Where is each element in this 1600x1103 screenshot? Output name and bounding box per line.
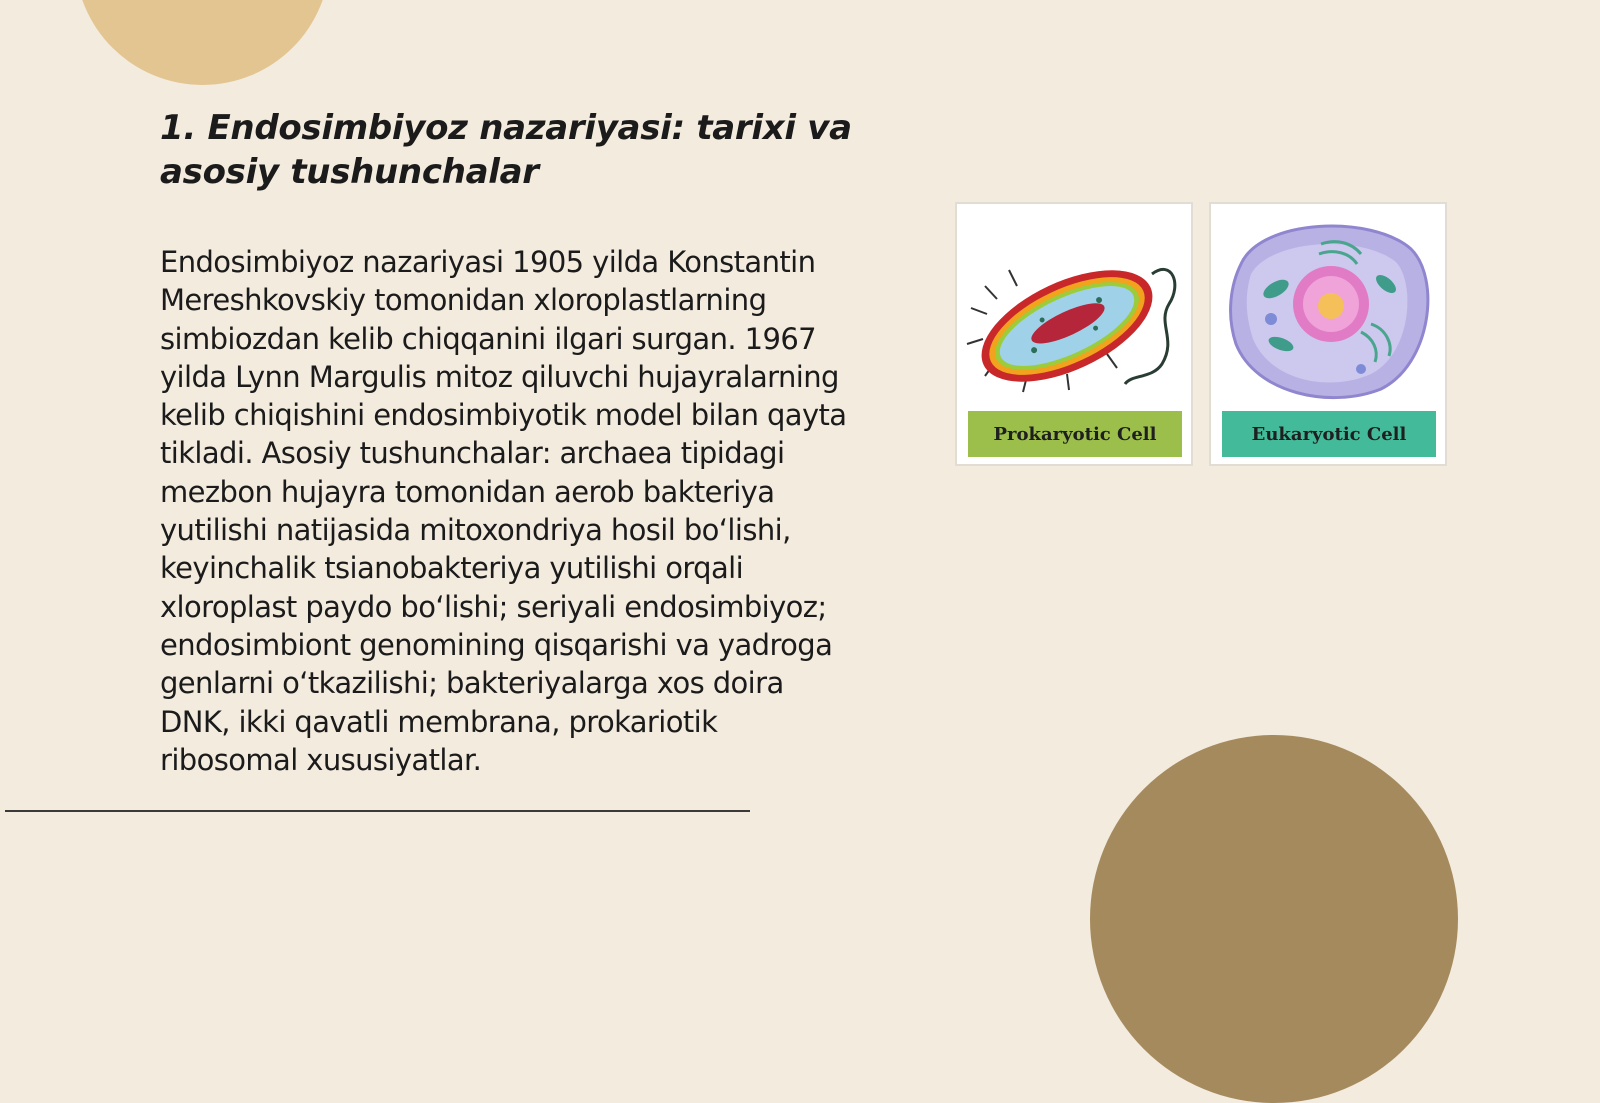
prokaryotic-cell-label: Prokaryotic Cell	[968, 411, 1182, 457]
divider-line	[5, 810, 750, 812]
eukaryotic-cell-label: Eukaryotic Cell	[1222, 411, 1436, 457]
slide-body-text: Endosimbiyoz nazariyasi 1905 yilda Konstantin Mereshkovskiy tomonidan xloroplastlarning simbiozdan kelib chiqqanini ilgari surgan. 1967 yilda Lynn Margulis mitoz qiluvchi hujayralarning kelib chiqishini endosimbiyotik model bilan qayta tikladi. Asosiy tushunchalar: archaea tipidagi mezbon hujayra tomonidan aerob bakteriya yutilishi natijasida mitoxondriya hosil boʻlishi, keyinchalik tsianobakteriya yutilishi orqali xloroplast paydo boʻlishi; seriyali endosimbiyoz; endosimbiont genomining qisqarishi va yadroga genlarni oʻtkazilishi; bakteriyalarga xos doira DNK, ikki qavatli membrana, prokariotik ribosomal xususiyatlar.	[160, 245, 847, 777]
decorative-circle-top	[75, 0, 330, 85]
slide-title: 1. Endosimbiyoz nazariyasi: tarixi va asosiy tushunchalar	[160, 108, 852, 192]
eukaryotic-cell-card	[1209, 202, 1447, 466]
prokaryotic-cell-icon	[957, 204, 1191, 409]
eukaryotic-cell-icon	[1211, 204, 1445, 409]
prokaryotic-cell-card	[955, 202, 1193, 466]
decorative-circle-bottom	[1090, 735, 1458, 1103]
